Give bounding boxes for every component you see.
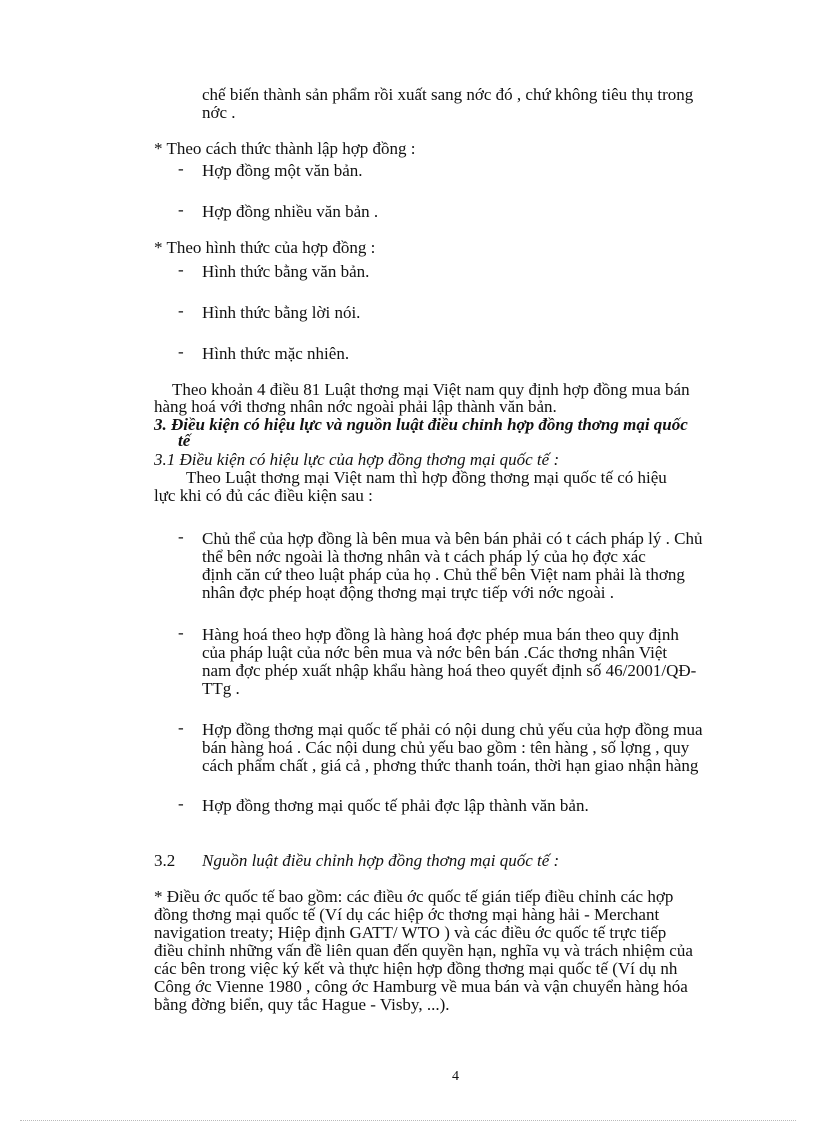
bullet-dash: - xyxy=(178,794,184,813)
bullet-dash: - xyxy=(178,159,184,178)
condition-line: TTg . xyxy=(202,679,240,698)
page-bottom-rule xyxy=(20,1120,796,1121)
condition-line: nam đợc phép xuất nhập khẩu hàng hoá theo quyết định số 46/2001/QĐ- xyxy=(202,661,697,680)
paragraph-line: hàng hoá với thơng nhân nớc ngoài phải lập thành văn bản. xyxy=(154,397,557,416)
section-3-title: 3. Điều kiện có hiệu lực và nguồn luật điều chỉnh hợp đồng thơng mại quốc xyxy=(154,415,688,434)
condition-line: thể bên nớc ngoài là thơng nhân và t cách pháp lý của họ đợc xác xyxy=(202,547,646,566)
section-3-title-cont: tế xyxy=(178,431,191,450)
paragraph-line: Theo khoản 4 điều 81 Luật thơng mại Việt nam quy định hợp đồng mua bán xyxy=(172,380,690,399)
paragraph-line: bằng đờng biển, quy tắc Hague - Visby, ...). xyxy=(154,995,450,1014)
section-heading: * Theo hình thức của hợp đồng : xyxy=(154,238,376,257)
bullet-dash: - xyxy=(178,200,184,219)
list-item: Hợp đồng nhiều văn bản . xyxy=(202,202,379,221)
paragraph-line: Công ớc Vienne 1980 , công ớc Hamburg về mua bán và vận chuyển hàng hóa xyxy=(154,977,688,996)
condition-line: cách phẩm chất , giá cả , phơng thức thanh toán, thời hạn giao nhận hàng xyxy=(202,756,699,775)
list-item: Hình thức bằng lời nói. xyxy=(202,303,361,322)
condition-line: Hàng hoá theo hợp đồng là hàng hoá đợc phép mua bán theo quy định xyxy=(202,625,679,644)
list-item: Hợp đồng một văn bản. xyxy=(202,161,363,180)
paragraph-line: đồng thơng mại quốc tế (Ví dụ các hiệp ớc thơng mại hàng hải - Merchant xyxy=(154,905,660,924)
condition-line: nhân đợc phép hoạt động thơng mại trực tiếp với nớc ngoài . xyxy=(202,583,615,602)
condition-line: định căn cứ theo luật pháp của họ . Chủ thể bên Việt nam phải là thơng xyxy=(202,565,685,584)
bullet-dash: - xyxy=(178,301,184,320)
paragraph-line: lực khi có đủ các điều kiện sau : xyxy=(154,486,373,505)
text-line: nớc . xyxy=(202,103,236,122)
condition-line: bán hàng hoá . Các nội dung chủ yếu bao gồm : tên hàng , số lợng , quy xyxy=(202,738,690,757)
section-heading: * Theo cách thức thành lập hợp đồng : xyxy=(154,139,416,158)
text-line: chế biến thành sản phẩm rồi xuất sang nớc đó , chứ không tiêu thụ trong xyxy=(202,85,694,104)
condition-line: của pháp luật của nớc bên mua và nớc bên bán .Các thơng nhân Việt xyxy=(202,643,668,662)
condition-line: Chủ thể của hợp đồng là bên mua và bên bán phải có t cách pháp lý . Chủ xyxy=(202,529,703,548)
condition-line: Hợp đồng thơng mại quốc tế phải có nội dung chủ yếu của hợp đồng mua xyxy=(202,720,703,739)
paragraph-line: các bên trong việc ký kết và thực hiện hợp đồng thơng mại quốc tế (Ví dụ nh xyxy=(154,959,678,978)
list-item: Hình thức mặc nhiên. xyxy=(202,344,350,363)
paragraph-line: Theo Luật thơng mại Việt nam thì hợp đồng thơng mại quốc tế có hiệu xyxy=(186,468,667,487)
page-number: 4 xyxy=(452,1069,459,1084)
bullet-dash: - xyxy=(178,342,184,361)
paragraph-line: điều chỉnh những vấn đề liên quan đến quyền hạn, nghĩa vụ và trách nhiệm của xyxy=(154,941,693,960)
list-item: Hình thức bằng văn bản. xyxy=(202,262,370,281)
bullet-dash: - xyxy=(178,260,184,279)
section-3-2-title: Nguồn luật điều chỉnh hợp đồng thơng mại quốc tế : xyxy=(202,851,560,870)
paragraph-line: * Điều ớc quốc tế bao gồm: các điều ớc quốc tế gián tiếp điều chỉnh các hợp xyxy=(154,887,674,906)
condition-line: Hợp đồng thơng mại quốc tế phải đợc lập thành văn bản. xyxy=(202,796,589,815)
section-3-2-number: 3.2 xyxy=(154,851,176,870)
section-3-1-title: 3.1 Điều kiện có hiệu lực của hợp đồng thơng mại quốc tế : xyxy=(154,450,560,469)
bullet-dash: - xyxy=(178,527,184,546)
paragraph-line: navigation treaty; Hiệp định GATT/ WTO ) và các điều ớc quốc tế trực tiếp xyxy=(154,923,667,942)
bullet-dash: - xyxy=(178,718,184,737)
bullet-dash: - xyxy=(178,623,184,642)
